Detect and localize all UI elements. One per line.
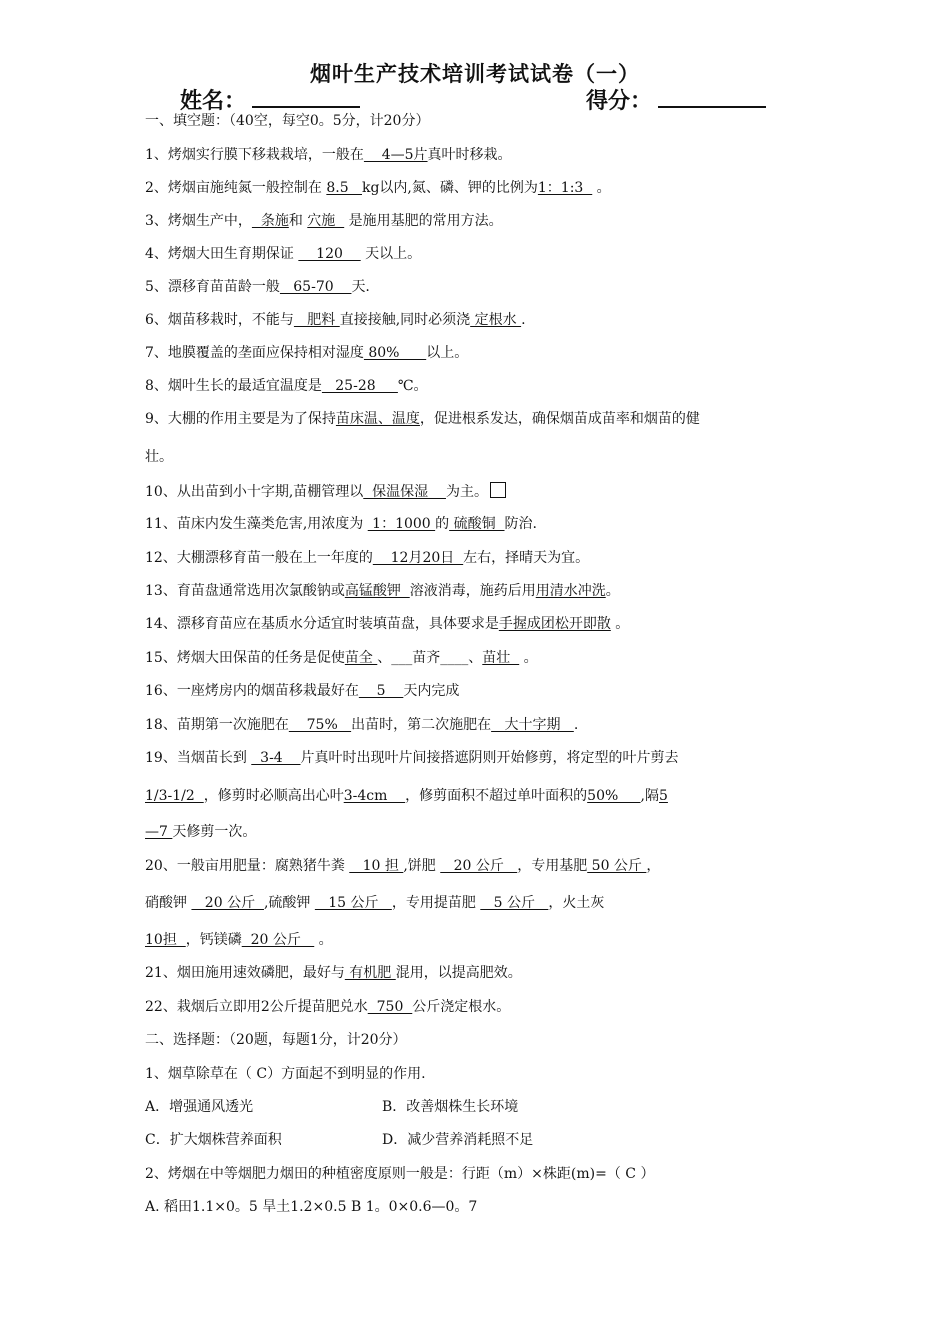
choice-1-stem: 1、烟草除草在（ C）方面起不到明显的作用. — [145, 1066, 426, 1082]
name-label: 姓名： — [180, 89, 247, 114]
answer: 5 — [659, 788, 668, 804]
answer: 1：1:3 — [537, 180, 593, 196]
question-16: 16、一座烤房内的烟苗移栽最好在 5 天内完成 — [145, 683, 460, 699]
question-20-cont-2: 10担 ，钙镁磷 20 公斤 。 — [145, 932, 333, 948]
question-11: 11、苗床内发生藻类危害,用浓度为 1：1000 的 硫酸铜 防治. — [145, 516, 537, 532]
question-20: 20、一般亩用肥量：腐熟猪牛粪 10 担 ,饼肥 20 公斤 ，专用基肥 50 公斤 ， — [145, 858, 661, 874]
question-7: 7、地膜覆盖的垄面应保持相对湿度 80% 以上。 — [145, 345, 469, 361]
answer: 苗全 — [344, 650, 378, 666]
answer: 25-28 — [321, 378, 398, 394]
question-1: 1、烤烟实行膜下移栽栽培，一般在 4—5片真叶时移栽。 — [145, 147, 512, 163]
option-b: B．改善烟株生长环境 — [382, 1099, 519, 1115]
question-15: 15、烤烟大田保苗的任务是促使苗全 、___苗齐____、苗壮 。 — [145, 650, 538, 666]
question-2: 2、烤烟亩施纯氮一般控制在 8.5 kg以内,氮、磷、钾的比例为1：1:3 。 — [145, 180, 611, 196]
question-21: 21、烟田施用速效磷肥，最好与 有机肥 混用，以提高肥效。 — [145, 965, 522, 981]
answer: 高锰酸钾 — [344, 583, 410, 599]
answer: 65-70 — [279, 279, 352, 295]
answer: 20 公斤 — [440, 858, 518, 874]
name-field — [180, 84, 360, 115]
answer: 8.5 — [326, 180, 362, 196]
answer: 3-4 — [251, 750, 301, 766]
answer: 大十字期 — [491, 717, 574, 733]
answer: 定根水 — [470, 312, 522, 328]
answer: 20 公斤 — [241, 932, 315, 948]
answer: 10 担 — [349, 858, 404, 874]
answer: 1：1000 — [367, 516, 436, 532]
question-13: 13、育苗盘通常选用次氯酸钠或高锰酸钾 溶液消毒，施药后用用清水冲洗。 — [145, 583, 620, 599]
answer: 用清水冲洗 — [535, 583, 606, 599]
answer: 50 公斤 — [587, 858, 647, 874]
choice-2-stem: 2、烤烟在中等烟肥力烟田的种植密度原则一般是：行距（m）×株距(m)=（ C ） — [145, 1166, 655, 1182]
answer: 12月20日 — [372, 550, 464, 566]
score-label: 得分： — [586, 89, 653, 114]
answer: 保温保湿 — [363, 484, 446, 500]
question-20-cont-1: 硝酸钾 20 公斤 ,硫酸钾 15 公斤 ，专用提苗肥 5 公斤 ，火土灰 — [145, 895, 605, 911]
option-c: C．扩大烟株营养面积 — [145, 1132, 282, 1148]
answer: ___苗齐____ — [391, 650, 469, 666]
score-blank[interactable] — [658, 86, 766, 108]
question-19-cont-2: —7 天修剪一次。 — [145, 824, 257, 840]
answer: 肥料 — [293, 312, 340, 328]
answer: 750 — [367, 999, 413, 1015]
answer: 3-4cm — [343, 788, 406, 804]
answer: 80% — [363, 345, 427, 361]
option-a: A．增强通风透光 — [145, 1099, 254, 1115]
question-9-cont: 壮。 — [145, 449, 173, 465]
question-14: 14、漂移育苗应在基质水分适宜时装填苗盘，具体要求是手握成团松开即散 。 — [145, 616, 630, 632]
option-d: D．减少营养消耗照不足 — [382, 1132, 534, 1148]
answer: 20 公斤 — [191, 895, 264, 911]
answer: 1/3-1/2 — [145, 788, 204, 804]
question-5: 5、漂移育苗苗龄一般 65-70 天. — [145, 279, 370, 295]
choice-2-options: A. 稻田1.1×0。5 旱土1.2×0.5 B 1。0×0.6—0。7 — [145, 1199, 478, 1215]
question-8: 8、烟叶生长的最适宜温度是 25-28 ℃。 — [145, 378, 428, 394]
answer: 10担 — [145, 932, 186, 948]
answer: 120 — [298, 246, 361, 262]
question-3: 3、烤烟生产中， 条施和 穴施 是施用基肥的常用方法。 — [145, 213, 503, 229]
question-9: 9、大棚的作用主要是为了保持苗床温、温度，促进根系发达，确保烟苗成苗率和烟苗的健 — [145, 411, 700, 427]
answer: 15 公斤 — [314, 895, 392, 911]
answer: 75% — [288, 717, 352, 733]
question-12: 12、大棚漂移育苗一般在上一年度的 12月20日 左右，择晴天为宜。 — [145, 550, 590, 566]
answer: 50% — [587, 788, 641, 804]
question-22: 22、栽烟后立即用2公斤提苗肥兑水 750 公斤浇定根水。 — [145, 999, 511, 1015]
question-19-cont-1: 1/3-1/2 ，修剪时必顺高出心叶3-4cm ，修剪面积不超过单叶面积的50% ,隔5 — [145, 788, 668, 804]
checkbox-square[interactable] — [490, 482, 506, 498]
answer: 穴施 — [307, 213, 345, 229]
answer: 苗壮 — [482, 650, 520, 666]
answer: 5 — [358, 683, 404, 699]
section-choice-heading: 二、选择题：（20题，每题1分，计20分） — [145, 1032, 407, 1048]
answer: 条施 — [251, 213, 289, 229]
question-6: 6、烟苗移栽时，不能与 肥料 直接接触,同时必须浇 定根水 . — [145, 312, 526, 328]
answer: 5 公斤 — [480, 895, 549, 911]
answer: —7 — [145, 824, 173, 840]
section-fill-blank-heading: 一、填空题：（40空，每空0。5分，计20分） — [145, 113, 430, 129]
answer: 4—5片 — [363, 147, 428, 163]
question-10: 10、从出苗到小十字期,苗棚管理以 保温保湿 为主。 — [145, 482, 815, 501]
answer: 有机肥 — [344, 965, 396, 981]
question-18: 18、苗期第一次施肥在 75% 出苗时，第二次施肥在 大十字期 . — [145, 717, 579, 733]
answer: 手握成团松开即散 — [498, 616, 611, 632]
answer: 苗床温、温度 — [335, 411, 420, 427]
score-field — [586, 84, 766, 115]
question-19: 19、当烟苗长到 3-4 片真叶时出现叶片间接搭遮阴则开始修剪，将定型的叶片剪去 — [145, 750, 679, 766]
name-blank[interactable] — [252, 86, 360, 108]
answer: 硫酸铜 — [449, 516, 505, 532]
question-4: 4、烤烟大田生育期保证 120 天以上。 — [145, 246, 422, 262]
page-title: 烟叶生产技术培训考试试卷（一） — [310, 62, 640, 86]
